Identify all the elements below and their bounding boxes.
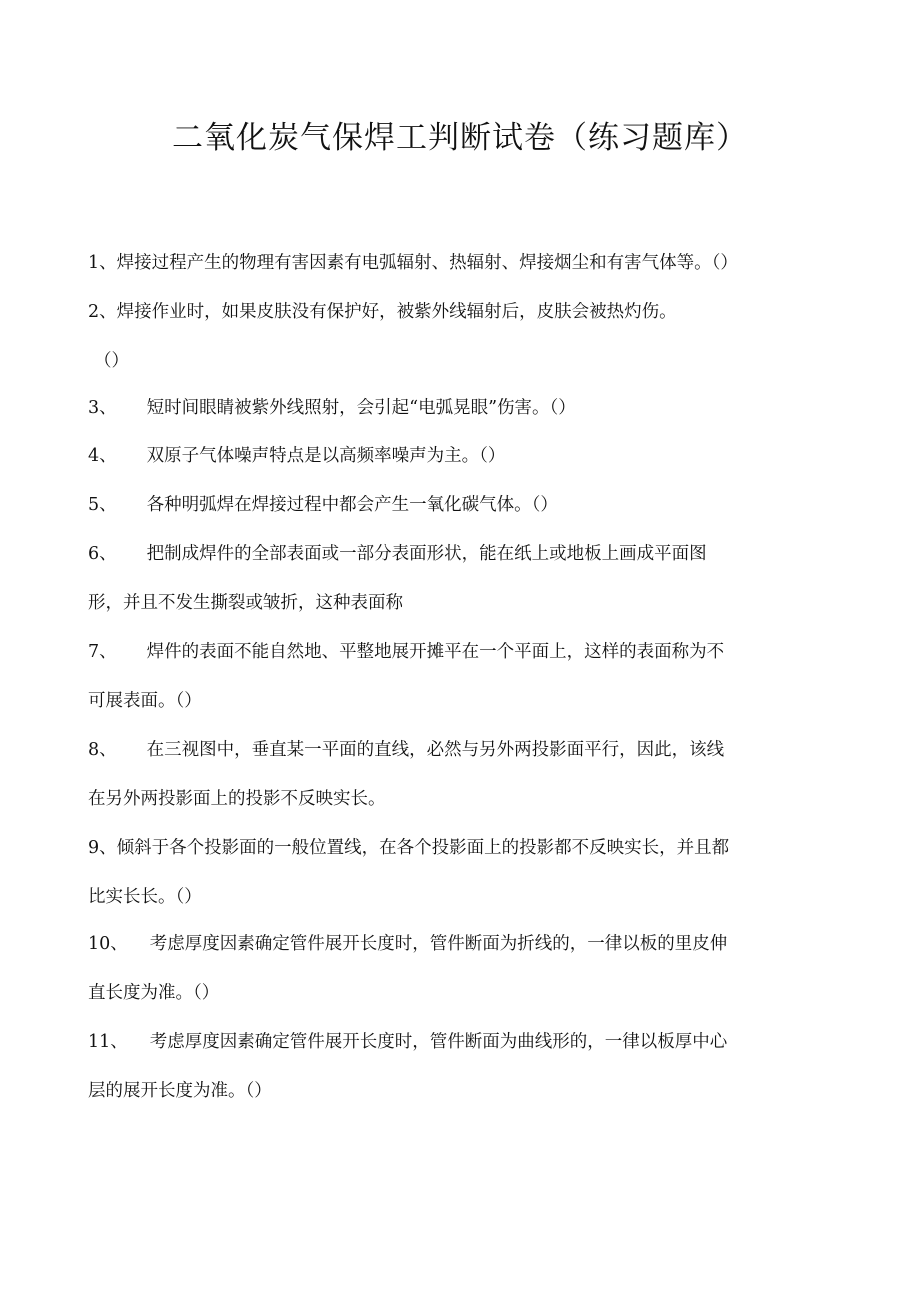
question-4-number: 4、	[88, 446, 117, 466]
question-1-text: 焊接过程产生的物理有害因素有电弧辐射、热辐射、焊接烟尘和有害气体等。（）	[116, 253, 738, 273]
question-3-line-1	[88, 384, 848, 433]
question-10-line-2: 直长度为准。（）	[88, 983, 220, 1003]
question-2-answer-blank: （）	[94, 351, 129, 371]
question-6-line-2: 形，并且不发生撕裂或皱折，这种表面称	[88, 593, 403, 613]
question-7-line-2: 可展表面。（）	[88, 691, 202, 711]
question-10-line-1	[88, 920, 848, 969]
question-2	[88, 288, 848, 386]
question-10-number: 10、	[88, 934, 128, 954]
question-3-text: 短时间眼睛被紫外线照射，会引起“电弧晃眼”伤害。（）	[146, 398, 576, 418]
question-5-line-1	[88, 481, 848, 530]
question-10	[88, 920, 848, 1018]
question-6-line-1	[88, 530, 848, 579]
question-11-line-1	[88, 1018, 848, 1067]
question-4	[88, 432, 848, 481]
question-8-number: 8、	[88, 740, 117, 760]
question-11-text: 考虑厚度因素确定管件展开长度时，管件断面为曲线形的，一律以板厚中心	[149, 1032, 728, 1052]
question-10-text: 考虑厚度因素确定管件展开长度时，管件断面为折线的，一律以板的里皮伸	[149, 934, 728, 954]
question-5-text: 各种明弧焊在焊接过程中都会产生一氧化碳气体。（）	[146, 495, 558, 515]
question-5-number: 5、	[88, 495, 117, 515]
question-2-text: 焊接作业时，如果皮肤没有保护好，被紫外线辐射后，皮肤会被热灼伤。	[116, 302, 677, 322]
question-4-line-1	[88, 432, 848, 481]
question-8-line-1	[88, 726, 848, 775]
question-7-line-1	[88, 628, 848, 677]
question-5	[88, 481, 848, 530]
question-2-line-1	[88, 288, 848, 337]
question-6-text: 把制成焊件的全部表面或一部分表面形状，能在纸上或地板上画成平面图	[146, 544, 707, 564]
question-9-number: 9、	[88, 838, 117, 858]
document-title: 二氧化炭气保焊工判断试卷（练习题库）	[172, 120, 748, 156]
question-6-number: 6、	[88, 544, 117, 564]
question-8-line-2: 在另外两投影面上的投影不反映实长。	[88, 789, 386, 809]
question-7	[88, 628, 848, 726]
question-7-number: 7、	[88, 642, 117, 662]
question-1	[88, 239, 848, 288]
question-6	[88, 530, 848, 628]
question-8	[88, 726, 848, 824]
question-11	[88, 1018, 848, 1116]
question-11-number: 11、	[88, 1032, 128, 1052]
question-1-line-1	[88, 239, 848, 288]
question-3-number: 3、	[88, 398, 117, 418]
question-11-line-2: 层的展开长度为准。（）	[88, 1081, 272, 1101]
question-3	[88, 384, 848, 433]
question-7-text: 焊件的表面不能自然地、平整地展开摊平在一个平面上，这样的表面称为不	[146, 642, 725, 662]
question-9	[88, 824, 848, 922]
question-4-text: 双原子气体噪声特点是以高频率噪声为主。（）	[146, 446, 506, 466]
question-9-line-2: 比实长长。（）	[88, 887, 202, 907]
question-9-line-1	[88, 824, 848, 873]
question-9-text: 倾斜于各个投影面的一般位置线，在各个投影面上的投影都不反映实长，并且都	[116, 838, 730, 858]
question-1-number: 1、	[88, 253, 117, 273]
question-8-text: 在三视图中，垂直某一平面的直线，必然与另外两投影面平行，因此，该线	[146, 740, 725, 760]
question-2-number: 2、	[88, 302, 117, 322]
